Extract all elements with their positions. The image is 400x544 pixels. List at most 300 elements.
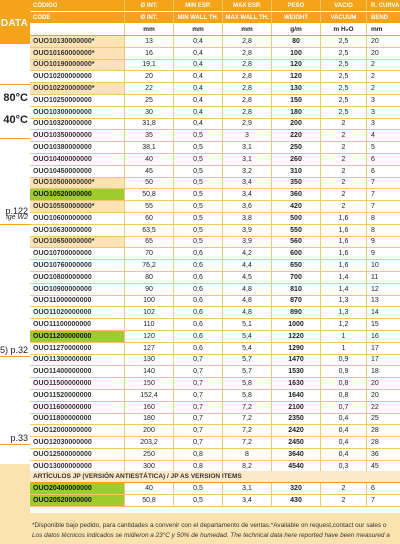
- sidebar-divider: [0, 138, 30, 139]
- cell-max-wall: 7,2: [223, 402, 272, 413]
- cell-min-wall: 0,5: [174, 166, 223, 177]
- cell-diameter: 50,8: [125, 189, 174, 200]
- cell-max-wall: 7,2: [223, 414, 272, 425]
- cell-bend: 2: [371, 85, 375, 93]
- cell-max-wall: 3,9: [223, 225, 272, 236]
- cell-max-wall: 4,8: [223, 296, 272, 307]
- cell-diameter: 22: [125, 83, 174, 94]
- table-header-units: [30, 23, 400, 36]
- cell-min-wall: 0,6: [174, 343, 223, 354]
- table-row: [30, 296, 400, 308]
- cell-vacuum: 0,8: [321, 378, 367, 389]
- cell-min-wall: 0,4: [174, 60, 223, 71]
- cell-diameter: 63,5: [125, 225, 174, 236]
- cell-weight: 1470: [272, 355, 321, 366]
- cell-code: OUO10900000000: [30, 284, 125, 295]
- header-diameter: mm: [125, 23, 174, 35]
- cell-bend: 7: [371, 496, 375, 504]
- cell-weight: 350: [272, 178, 321, 189]
- sidebar-header: [0, 0, 30, 44]
- sidebar-divider: [0, 84, 30, 85]
- footer-note-conditions: Los datos técnicos indicados se midieron a 23°C y 50% de humedad. The technical data here reported have been measured a: [32, 532, 390, 539]
- cell-max-wall: 5,7: [223, 355, 272, 366]
- sidebar-ref-1: 40°C: [3, 114, 28, 126]
- cell-max-wall: 3,1: [223, 483, 272, 494]
- header-code: CÓDIGO: [30, 0, 125, 11]
- cell-min-wall: 0,6: [174, 272, 223, 283]
- cell-max-wall: 5,4: [223, 331, 272, 342]
- cell-weight: 600: [272, 248, 321, 259]
- cell-max-wall: 5,8: [223, 390, 272, 401]
- header-max-wall: MAX ESP.: [223, 0, 272, 11]
- cell-code: OUO10550000000*: [30, 201, 125, 212]
- table-row: [30, 449, 400, 461]
- cell-weight: 1530: [272, 366, 321, 377]
- sidebar-divider: [0, 356, 30, 357]
- cell-weight: 3640: [272, 449, 321, 460]
- cell-bend: 45: [371, 462, 379, 470]
- cell-bend: 7: [371, 179, 375, 187]
- table-row: [30, 355, 400, 367]
- cell-min-wall: 0,5: [174, 225, 223, 236]
- cell-bend: 20: [371, 391, 379, 399]
- sidebar-divider: [0, 444, 30, 445]
- cell-weight: 120: [272, 71, 321, 82]
- cell-code: OUO12030000000: [30, 437, 125, 448]
- cell-weight: 700: [272, 272, 321, 283]
- header-min-wall: MIN ESP.: [174, 0, 223, 11]
- cell-max-wall: 8: [223, 449, 272, 460]
- table-row: [30, 319, 400, 331]
- table-row: [30, 307, 400, 319]
- cell-code: OUO10500000000*: [30, 178, 125, 189]
- cell-code: OUO11300000000: [30, 355, 125, 366]
- cell-code: OUO11200000000: [30, 331, 125, 342]
- cell-diameter: 50: [125, 178, 174, 189]
- cell-max-wall: 3: [223, 130, 272, 141]
- cell-vacuum: 2: [321, 166, 367, 177]
- cell-weight: 1220: [272, 331, 321, 342]
- cell-code: OUO12500000000: [30, 449, 125, 460]
- cell-diameter: 31,8: [125, 119, 174, 130]
- specs-table: [30, 0, 400, 472]
- cell-bend: 14: [371, 309, 379, 317]
- cell-vacuum: 0,7: [321, 402, 367, 413]
- cell-weight: 2420: [272, 425, 321, 436]
- cell-diameter: 120: [125, 331, 174, 342]
- cell-bend: 12: [371, 285, 379, 293]
- table-row: [30, 343, 400, 355]
- cell-max-wall: 7,2: [223, 437, 272, 448]
- cell-weight: 4540: [272, 461, 321, 472]
- cell-weight: 2100: [272, 402, 321, 413]
- table-row: [30, 366, 400, 378]
- cell-vacuum: 1,6: [321, 248, 367, 259]
- header-weight: PESO: [272, 0, 321, 11]
- cell-weight: 120: [272, 60, 321, 71]
- cell-vacuum: 2,5: [321, 36, 367, 47]
- cell-vacuum: 2,5: [321, 71, 367, 82]
- cell-diameter: 16: [125, 48, 174, 59]
- cell-weight: 260: [272, 154, 321, 165]
- cell-min-wall: 0,7: [174, 355, 223, 366]
- cell-code: OUO12000000000: [30, 425, 125, 436]
- cell-min-wall: 0,4: [174, 48, 223, 59]
- cell-bend: 11: [371, 273, 379, 281]
- cell-bend: 17: [371, 344, 379, 352]
- cell-max-wall: 3,4: [223, 189, 272, 200]
- cell-min-wall: 0,6: [174, 296, 223, 307]
- cell-min-wall: 0,7: [174, 414, 223, 425]
- table-row: [30, 260, 400, 272]
- sidebar-ref-3: ige W2: [6, 214, 28, 221]
- cell-code: OUO10220000000*: [30, 83, 125, 94]
- cell-min-wall: 0,7: [174, 378, 223, 389]
- cell-diameter: 80: [125, 272, 174, 283]
- cell-min-wall: 0,4: [174, 107, 223, 118]
- cell-min-wall: 0,5: [174, 189, 223, 200]
- cell-max-wall: 2,8: [223, 36, 272, 47]
- cell-diameter: 300: [125, 461, 174, 472]
- header-code: CODE: [30, 12, 125, 23]
- cell-code: OUO10650000000*: [30, 237, 125, 248]
- cell-weight: 560: [272, 237, 321, 248]
- cell-code: OUO20400000000: [30, 483, 125, 494]
- table-row: [30, 71, 400, 83]
- cell-code: OUO10700000000: [30, 248, 125, 259]
- cell-vacuum: 2,5: [321, 60, 367, 71]
- table-row: [30, 154, 400, 166]
- cell-weight: 2350: [272, 414, 321, 425]
- cell-max-wall: 2,9: [223, 119, 272, 130]
- cell-code: OUO10600000000: [30, 213, 125, 224]
- jp-antistatic-section: [30, 471, 400, 507]
- cell-min-wall: 0,4: [174, 36, 223, 47]
- cell-diameter: 13: [125, 36, 174, 47]
- cell-vacuum: 0,9: [321, 366, 367, 377]
- cell-max-wall: 3,4: [223, 495, 272, 506]
- cell-bend: 8: [371, 226, 375, 234]
- cell-max-wall: 3,1: [223, 142, 272, 153]
- cell-weight: 320: [272, 483, 321, 494]
- cell-weight: 1640: [272, 390, 321, 401]
- cell-code: OUO10130000000*: [30, 36, 125, 47]
- header-bend: BEND: [371, 14, 389, 21]
- cell-weight: 100: [272, 48, 321, 59]
- cell-diameter: 38,1: [125, 142, 174, 153]
- header-min-wall: mm: [174, 23, 223, 35]
- footer-notes: [0, 513, 400, 544]
- cell-bend: 6: [371, 484, 375, 492]
- cell-vacuum: 2: [321, 130, 367, 141]
- cell-code: OUO10630000000: [30, 225, 125, 236]
- header-min-wall: MIN WALL TH.: [174, 12, 223, 23]
- cell-min-wall: 0,6: [174, 319, 223, 330]
- cell-vacuum: 2,5: [321, 83, 367, 94]
- footer-note-availability: *Disponible bajo pedido, para cantidades a convenir con el departamento de ventas.*Available on request,contact our sales o: [32, 522, 387, 529]
- cell-vacuum: 0,4: [321, 449, 367, 460]
- cell-code: OUO13000000000: [30, 461, 125, 472]
- header-diameter: Ø INT.: [125, 0, 174, 11]
- cell-max-wall: 3,2: [223, 166, 272, 177]
- cell-diameter: 40: [125, 154, 174, 165]
- cell-max-wall: 8,2: [223, 461, 272, 472]
- cell-diameter: 127: [125, 343, 174, 354]
- table-row: [30, 225, 400, 237]
- cell-weight: 220: [272, 130, 321, 141]
- cell-max-wall: 5,7: [223, 366, 272, 377]
- cell-diameter: 45: [125, 166, 174, 177]
- cell-bend: 9: [371, 250, 375, 258]
- cell-min-wall: 0,4: [174, 83, 223, 94]
- header-vacuum: m H₂O: [321, 23, 367, 35]
- cell-bend: 6: [371, 167, 375, 175]
- cell-weight: 870: [272, 296, 321, 307]
- cell-min-wall: 0,5: [174, 178, 223, 189]
- table-row: [30, 331, 400, 343]
- cell-diameter: 55: [125, 201, 174, 212]
- cell-bend: 2: [371, 73, 375, 81]
- cell-weight: 1000: [272, 319, 321, 330]
- cell-bend: 13: [371, 297, 379, 305]
- cell-min-wall: 0,5: [174, 213, 223, 224]
- cell-diameter: 19,1: [125, 60, 174, 71]
- cell-weight: 250: [272, 142, 321, 153]
- table-row: [30, 119, 400, 131]
- cell-diameter: 203,2: [125, 437, 174, 448]
- cell-diameter: 50,8: [125, 495, 174, 506]
- cell-diameter: 130: [125, 355, 174, 366]
- cell-weight: 420: [272, 201, 321, 212]
- cell-vacuum: 0,9: [321, 355, 367, 366]
- cell-min-wall: 0,8: [174, 461, 223, 472]
- cell-vacuum: 1,3: [321, 296, 367, 307]
- cell-vacuum: 0,4: [321, 414, 367, 425]
- cell-vacuum: 2: [321, 189, 367, 200]
- cell-max-wall: 3,8: [223, 213, 272, 224]
- table-row: [30, 36, 400, 48]
- cell-code: OUO11520000000: [30, 390, 125, 401]
- cell-bend: 8: [371, 214, 375, 222]
- table-row: [30, 142, 400, 154]
- table-row: [30, 437, 400, 449]
- header-vacuum: VACUUM: [321, 12, 367, 23]
- cell-diameter: 160: [125, 402, 174, 413]
- cell-max-wall: 5,8: [223, 378, 272, 389]
- cell-max-wall: 4,2: [223, 248, 272, 259]
- cell-vacuum: 2,5: [321, 48, 367, 59]
- cell-max-wall: 4,4: [223, 260, 272, 271]
- table-header-es: [30, 0, 400, 11]
- cell-min-wall: 0,6: [174, 284, 223, 295]
- table-row: [30, 83, 400, 95]
- cell-vacuum: 0,4: [321, 425, 367, 436]
- cell-vacuum: 2,5: [321, 95, 367, 106]
- cell-bend: 10: [371, 262, 379, 270]
- cell-min-wall: 0,7: [174, 437, 223, 448]
- cell-vacuum: 0,8: [321, 390, 367, 401]
- cell-min-wall: 0,4: [174, 119, 223, 130]
- cell-code: OUO20520000000: [30, 495, 125, 506]
- cell-code: OUO11020000000: [30, 307, 125, 318]
- cell-max-wall: 2,8: [223, 83, 272, 94]
- cell-code: OUO10160000000*: [30, 48, 125, 59]
- sidebar-ref-4: 5) p.32: [0, 345, 28, 355]
- table-row: [30, 495, 400, 507]
- cell-max-wall: 7,2: [223, 425, 272, 436]
- cell-max-wall: 3,6: [223, 201, 272, 212]
- cell-diameter: 180: [125, 414, 174, 425]
- cell-min-wall: 0,5: [174, 154, 223, 165]
- cell-min-wall: 0,7: [174, 366, 223, 377]
- table-row: [30, 201, 400, 213]
- cell-diameter: 100: [125, 296, 174, 307]
- cell-code: OUO11000000000: [30, 296, 125, 307]
- cell-weight: 310: [272, 166, 321, 177]
- cell-bend: 5: [371, 144, 375, 152]
- cell-diameter: 200: [125, 425, 174, 436]
- cell-vacuum: 2,5: [321, 107, 367, 118]
- cell-vacuum: 0,4: [321, 437, 367, 448]
- cell-bend: 3: [371, 120, 375, 128]
- cell-code: OUO10190000000*: [30, 60, 125, 71]
- cell-min-wall: 0,7: [174, 402, 223, 413]
- cell-max-wall: 5,1: [223, 319, 272, 330]
- cell-code: OUO10760000000: [30, 260, 125, 271]
- cell-max-wall: 4,8: [223, 307, 272, 318]
- cell-code: OUO10450000000: [30, 166, 125, 177]
- header-max-wall: mm: [223, 23, 272, 35]
- cell-vacuum: 1,2: [321, 319, 367, 330]
- header-diameter: Ø INT.: [125, 12, 174, 23]
- cell-max-wall: 3,1: [223, 154, 272, 165]
- cell-diameter: 150: [125, 378, 174, 389]
- cell-min-wall: 0,6: [174, 248, 223, 259]
- cell-vacuum: 2: [321, 178, 367, 189]
- cell-code: OUO11100000000: [30, 319, 125, 330]
- table-row: [30, 178, 400, 190]
- table-row: [30, 378, 400, 390]
- cell-min-wall: 0,7: [174, 390, 223, 401]
- table-row: [30, 48, 400, 60]
- cell-min-wall: 0,6: [174, 331, 223, 342]
- cell-code: OUO11400000000: [30, 366, 125, 377]
- cell-diameter: 70: [125, 248, 174, 259]
- cell-vacuum: 1,6: [321, 260, 367, 271]
- cell-diameter: 20: [125, 71, 174, 82]
- cell-weight: 890: [272, 307, 321, 318]
- cell-code: OUO10200000000: [30, 71, 125, 82]
- cell-code: OUO10250000000: [30, 95, 125, 106]
- table-row: [30, 166, 400, 178]
- cell-weight: 550: [272, 225, 321, 236]
- header-code: [30, 23, 125, 35]
- header-bend: R. CURVA: [371, 2, 400, 9]
- cell-diameter: 152,4: [125, 390, 174, 401]
- cell-code: OUO10520000000: [30, 189, 125, 200]
- cell-vacuum: 2: [321, 495, 367, 506]
- cell-weight: 180: [272, 107, 321, 118]
- cell-code: OUO11270000000: [30, 343, 125, 354]
- sidebar-ref-0: 80°C: [3, 92, 28, 104]
- cell-diameter: 90: [125, 284, 174, 295]
- cell-min-wall: 0,5: [174, 201, 223, 212]
- cell-bend: 9: [371, 238, 375, 246]
- cell-vacuum: 1,6: [321, 213, 367, 224]
- cell-bend: 25: [371, 415, 379, 423]
- cell-min-wall: 0,5: [174, 237, 223, 248]
- cell-diameter: 76,2: [125, 260, 174, 271]
- cell-weight: 200: [272, 119, 321, 130]
- cell-vacuum: 2: [321, 154, 367, 165]
- sidebar-ref-2: p.122: [5, 206, 28, 216]
- cell-max-wall: 2,8: [223, 60, 272, 71]
- cell-max-wall: 2,8: [223, 107, 272, 118]
- cell-max-wall: 5,4: [223, 343, 272, 354]
- cell-vacuum: 0,3: [321, 461, 367, 472]
- cell-bend: 7: [371, 203, 375, 211]
- cell-min-wall: 0,7: [174, 425, 223, 436]
- cell-vacuum: 2: [321, 483, 367, 494]
- cell-min-wall: 0,4: [174, 71, 223, 82]
- cell-max-wall: 3,4: [223, 178, 272, 189]
- cell-bend: 28: [371, 427, 379, 435]
- table-row: [30, 272, 400, 284]
- cell-min-wall: 0,6: [174, 260, 223, 271]
- cell-diameter: 250: [125, 449, 174, 460]
- cell-bend: 22: [371, 403, 379, 411]
- cell-bend: 3: [371, 108, 375, 116]
- cell-min-wall: 0,4: [174, 95, 223, 106]
- cell-code: OUO11600000000: [30, 402, 125, 413]
- header-max-wall: MAX WALL TH.: [223, 12, 272, 23]
- cell-bend: 17: [371, 356, 379, 364]
- cell-vacuum: 1,3: [321, 307, 367, 318]
- cell-code: OUO10300000000: [30, 107, 125, 118]
- cell-bend: 20: [371, 37, 379, 45]
- cell-weight: 810: [272, 284, 321, 295]
- table-row: [30, 284, 400, 296]
- section-title: ARTÍCULOS JP (VERSIÓN ANTIESTÁTICA) / JP AS VERSION ITEMS: [30, 471, 400, 483]
- cell-weight: 1630: [272, 378, 321, 389]
- cell-diameter: 102: [125, 307, 174, 318]
- cell-bend: 28: [371, 438, 379, 446]
- cell-weight: 1290: [272, 343, 321, 354]
- table-row: [30, 130, 400, 142]
- cell-bend: 20: [371, 49, 379, 57]
- cell-min-wall: 0,6: [174, 307, 223, 318]
- cell-vacuum: 2: [321, 119, 367, 130]
- table-row: [30, 60, 400, 72]
- cell-vacuum: 2: [321, 142, 367, 153]
- table-row: [30, 95, 400, 107]
- table-row: [30, 237, 400, 249]
- cell-vacuum: 1,6: [321, 225, 367, 236]
- table-row: [30, 213, 400, 225]
- cell-code: OUO10800000000: [30, 272, 125, 283]
- sidebar-divider: [0, 224, 30, 225]
- header-weight: g/m: [272, 23, 321, 35]
- cell-min-wall: 0,5: [174, 495, 223, 506]
- cell-bend: 15: [371, 321, 379, 329]
- table-row: [30, 414, 400, 426]
- cell-code: OUO10380000000: [30, 142, 125, 153]
- cell-vacuum: 1,4: [321, 272, 367, 283]
- cell-diameter: 60: [125, 213, 174, 224]
- cell-min-wall: 0,5: [174, 130, 223, 141]
- cell-vacuum: 1,4: [321, 284, 367, 295]
- cell-weight: 650: [272, 260, 321, 271]
